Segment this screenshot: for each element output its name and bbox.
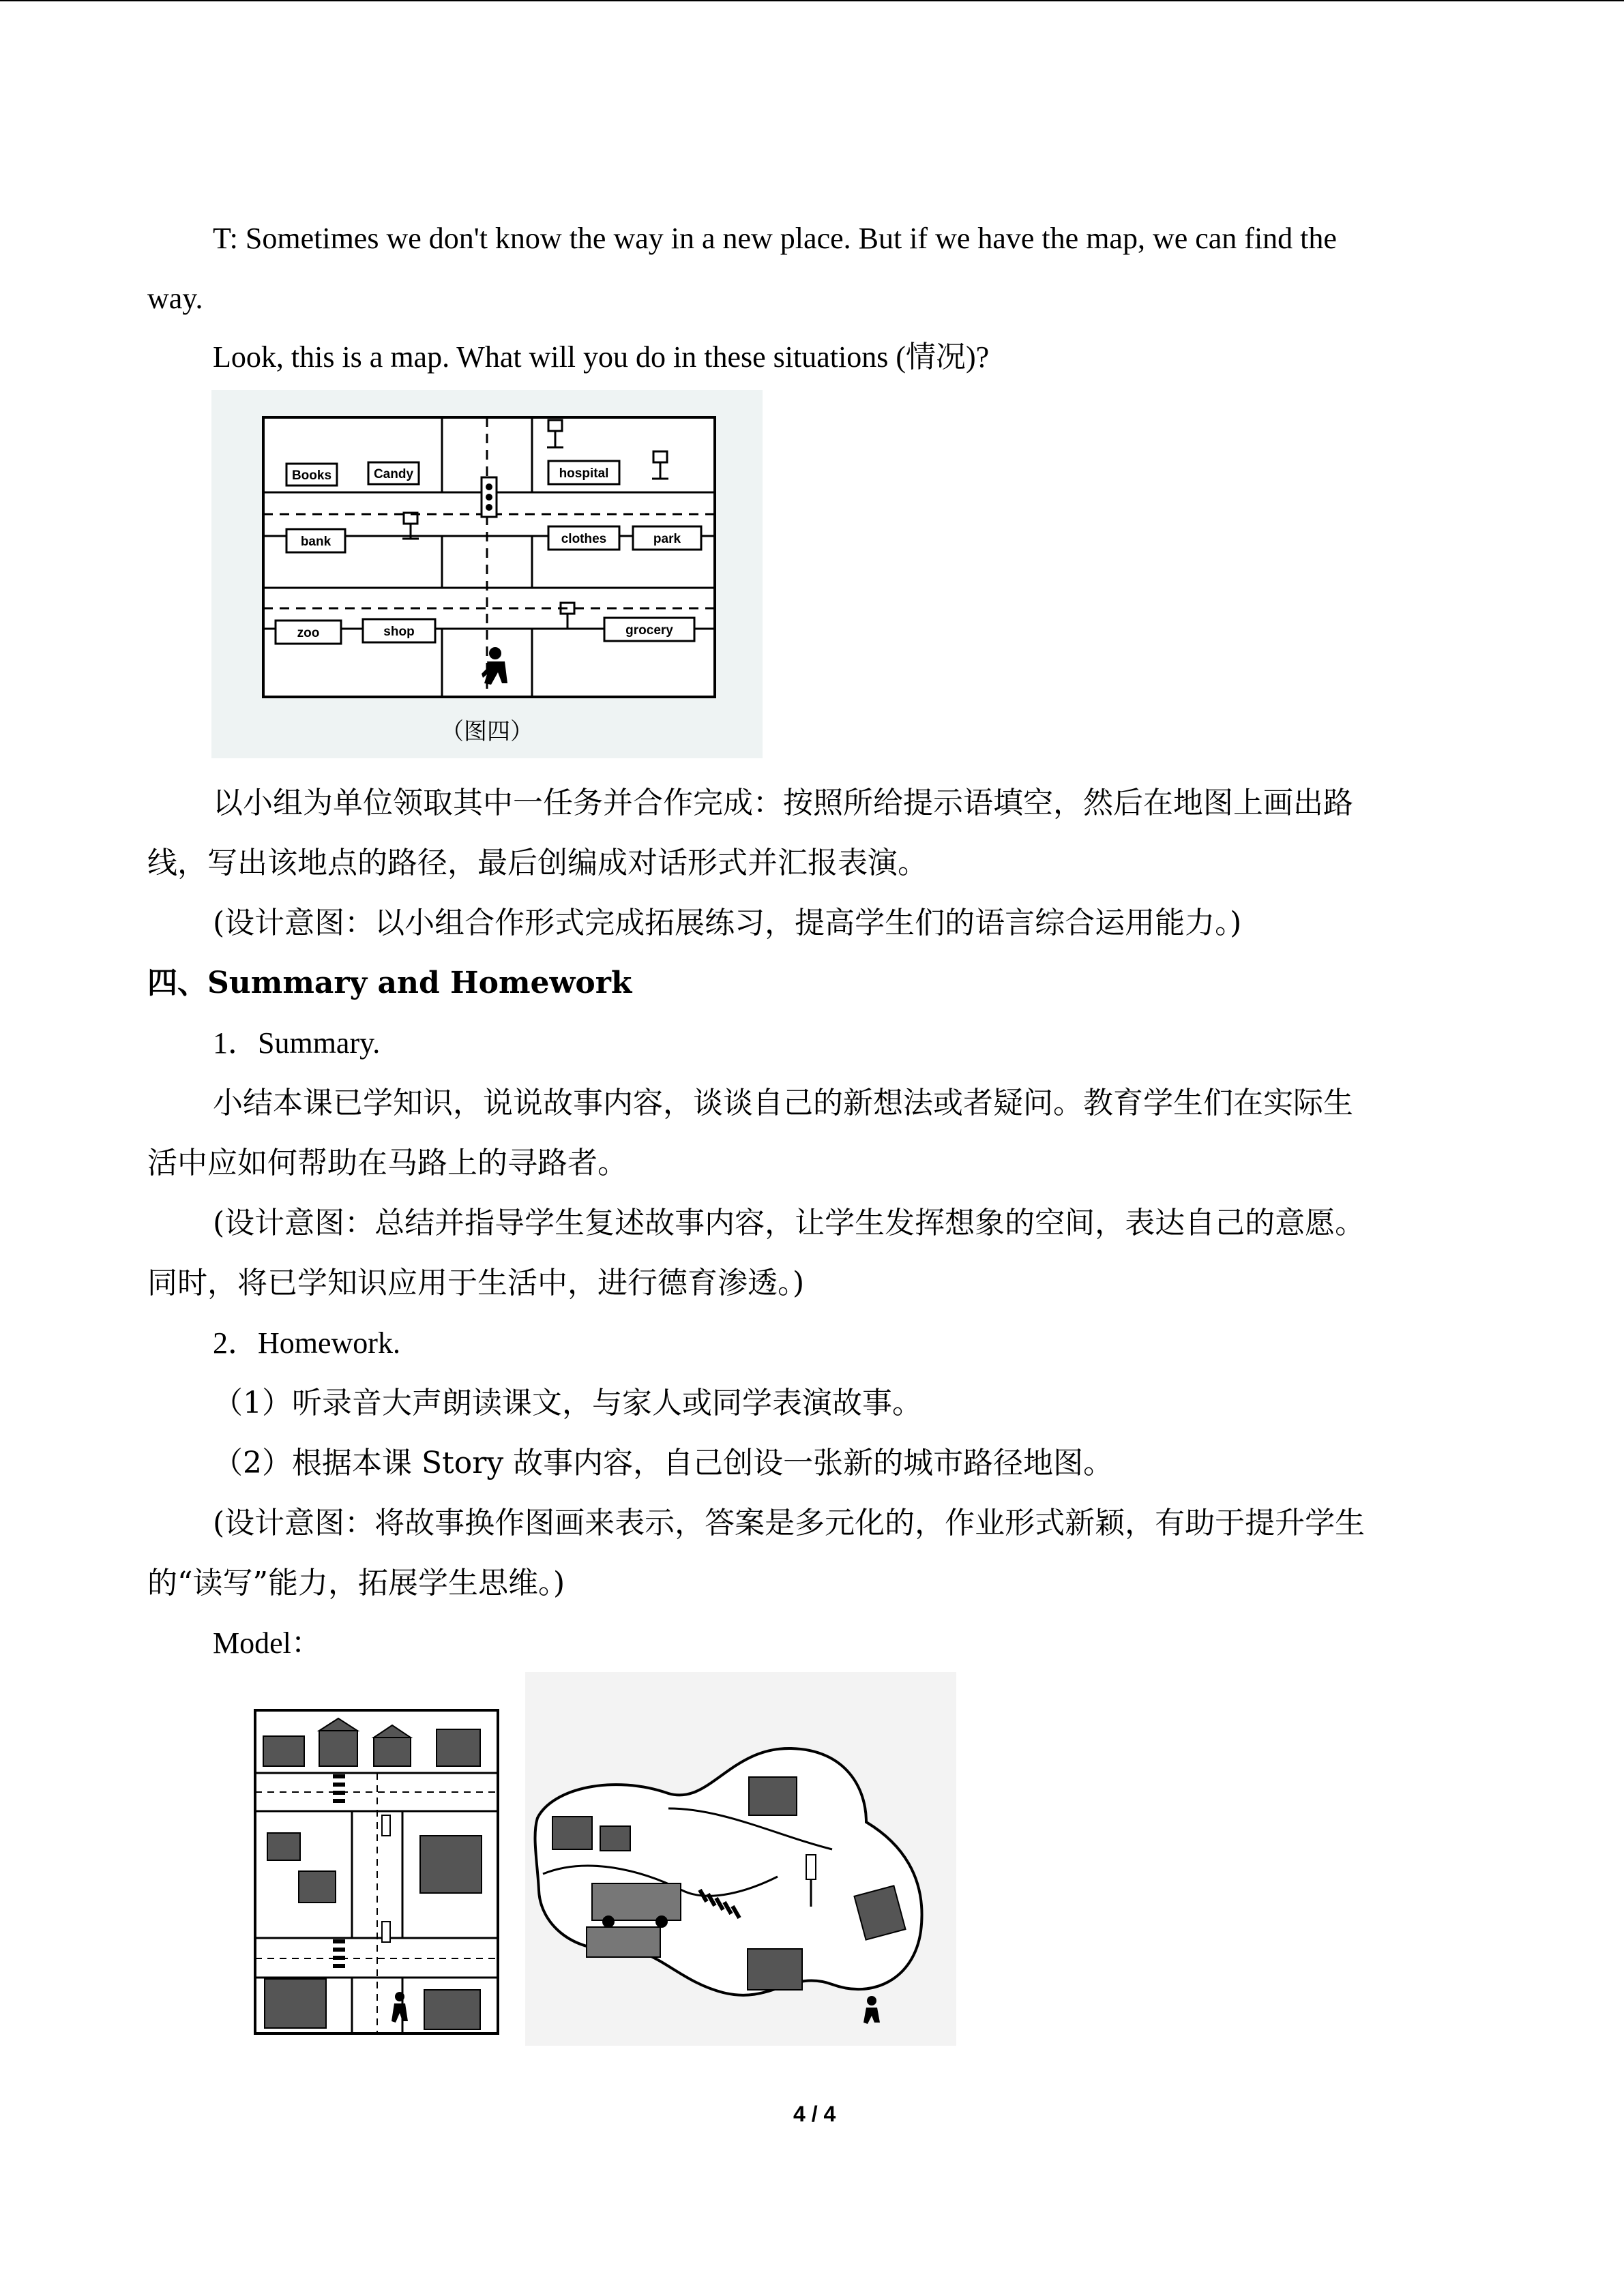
- street-map-figure: [211, 390, 763, 758]
- map-caption: （图四）: [441, 718, 533, 745]
- paragraph-design-intent-3-line2: 的“读写”能力，拓展学生思维。): [147, 1566, 565, 1600]
- building-zoo: [276, 621, 341, 644]
- paragraph-design-intent-2-line2: 同时，将已学知识应用于生活中，进行德育渗透。): [147, 1266, 805, 1300]
- paragraph-look-map: Look, this is a map. What will you do in these situations (情况)?: [213, 340, 990, 374]
- label-clothes: clothes: [561, 532, 607, 546]
- paragraph-design-intent-2-line1: (设计意图：总结并指导学生复述故事内容，让学生发挥想象的空间，表达自己的意愿。: [213, 1206, 1365, 1240]
- label-bank: bank: [300, 535, 331, 549]
- paragraph-group-task-line2: 线，写出该地点的路径，最后创编成对话形式并汇报表演。: [147, 846, 928, 880]
- model-map-figure: [232, 1672, 956, 2046]
- paragraph-intro-line2: way.: [147, 282, 203, 315]
- page-number: 4 / 4: [793, 2102, 836, 2126]
- label-shop: shop: [383, 625, 415, 639]
- paragraph-intro-line1: T: Sometimes we don't know the way in a new place. But if we have the map, we can find the: [213, 222, 1337, 255]
- grid-city-map: [255, 1710, 498, 2033]
- traffic-light-icon: [482, 477, 497, 517]
- label-books: Books: [291, 468, 332, 483]
- building-bank: [286, 529, 345, 552]
- building-hospital: [548, 461, 619, 484]
- building-park: [633, 526, 701, 550]
- paragraph-design-intent-1: (设计意图：以小组合作形式完成拓展练习，提高学生们的语言综合运用能力。): [213, 906, 1242, 940]
- label-park: park: [653, 532, 681, 546]
- paragraph-summary-line2: 活中应如何帮助在马路上的寻路者。: [147, 1146, 628, 1180]
- homework-item-1: （1）听录音大声朗读课文，与家人或同学表演故事。: [213, 1386, 922, 1420]
- model-label: Model：: [213, 1626, 321, 1660]
- building-grocery: [604, 618, 694, 641]
- building-candy: [368, 462, 419, 484]
- label-hospital: hospital: [559, 466, 609, 481]
- paragraph-summary-line1: 小结本课已学知识，说说故事内容，谈谈自己的新想法或者疑问。教育学生们在实际生: [213, 1086, 1353, 1120]
- item-homework: 2．Homework.: [213, 1326, 400, 1360]
- homework-item-2: （2）根据本课 Story 故事内容，自己创设一张新的城市路径地图。: [213, 1446, 1114, 1480]
- paragraph-group-task-line1: 以小组为单位领取其中一任务并合作完成：按照所给提示语填空，然后在地图上画出路: [213, 786, 1353, 820]
- building-books: [286, 464, 337, 486]
- label-candy: Candy: [373, 467, 414, 481]
- section-heading-summary-homework: 四、Summary and Homework: [147, 966, 632, 1000]
- building-shop: [363, 619, 435, 642]
- building-clothes: [548, 526, 619, 550]
- label-grocery: grocery: [625, 623, 673, 638]
- paragraph-design-intent-3-line1: (设计意图：将故事换作图画来表示，答案是多元化的，作业形式新颖，有助于提升学生: [213, 1506, 1365, 1540]
- label-zoo: zoo: [297, 626, 320, 640]
- page-top-rule: [0, 0, 1624, 1]
- item-summary: 1．Summary.: [213, 1026, 381, 1060]
